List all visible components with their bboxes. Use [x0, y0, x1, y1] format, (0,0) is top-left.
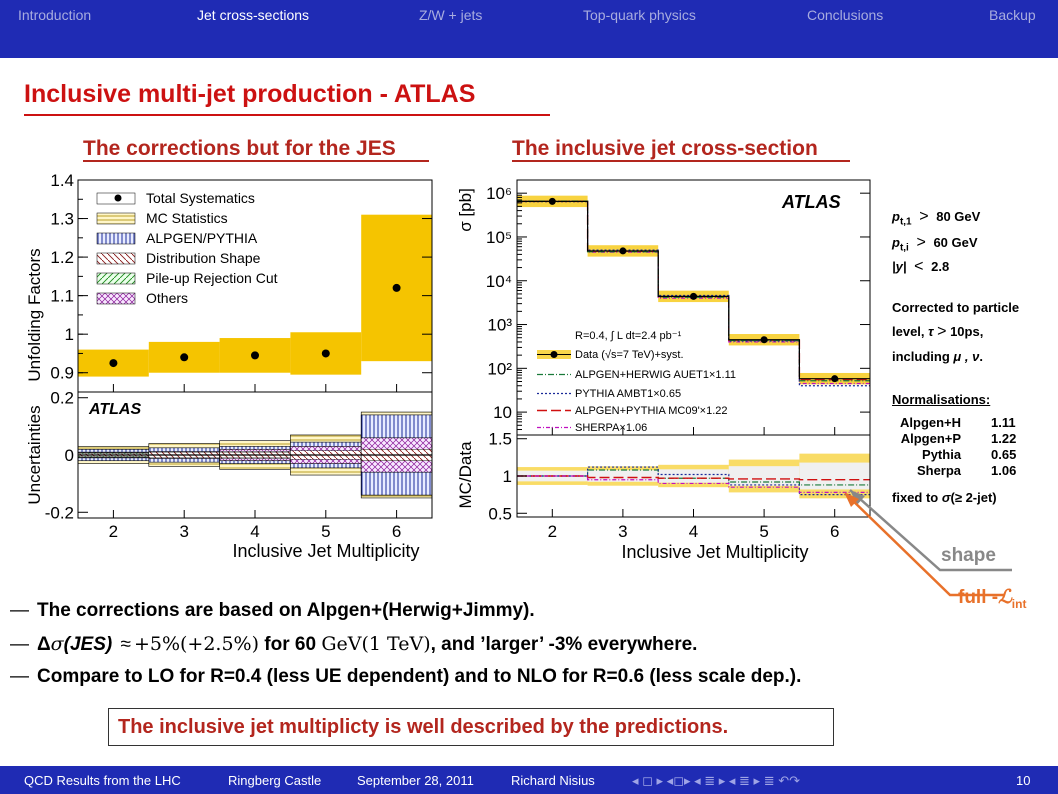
right-chart	[455, 170, 890, 565]
cut-pt1-rel: >	[919, 208, 929, 225]
x-tick-label: 3	[179, 522, 189, 541]
data-point	[619, 247, 626, 254]
data-point	[761, 336, 768, 343]
footer-venue: Ringberg Castle	[228, 773, 322, 788]
shape-annotation: shape	[941, 545, 996, 566]
legend-marker-data	[551, 351, 558, 358]
cut-pti-val: 60 GeV	[933, 235, 978, 250]
nav-item-zw-jets[interactable]: Z/W + jets	[419, 7, 483, 23]
bullet-2	[10, 633, 697, 656]
left-atlas-label: ATLAS	[89, 401, 142, 418]
left-lower-ylabel: Uncertainties	[25, 405, 44, 505]
legend-label-sherpa: SHERPA×1.06	[575, 422, 648, 434]
y-tick-label: 0	[64, 446, 74, 465]
data-point	[251, 351, 259, 359]
y-tick-label: 10⁵	[486, 227, 512, 247]
corrected-line-2-pre: level,	[892, 324, 925, 339]
data-point	[180, 353, 188, 361]
table-row	[900, 463, 1016, 479]
corrected-line-3	[892, 349, 983, 364]
norm-value: 1.22	[991, 431, 1017, 446]
corrected-line-2-tau: τ	[928, 324, 934, 339]
legend-label-pythia: PYTHIA AMBT1×0.65	[575, 388, 682, 400]
x-tick-label: 4	[688, 522, 699, 541]
y-tick-label: 0.5	[488, 504, 512, 524]
x-tick-label: 5	[321, 522, 331, 541]
cut-y-rel: <	[914, 258, 924, 275]
x-tick-label: 6	[829, 522, 840, 541]
left-chart	[0, 170, 450, 565]
y-tick-label: 1.3	[50, 209, 74, 229]
y-tick-label: 1	[64, 325, 74, 345]
bullet-2-post: , and ’larger’ -3% everywhere.	[430, 634, 698, 655]
data-point	[549, 198, 556, 205]
norm-value: 1.11	[991, 415, 1016, 430]
fixed-to-sigma: σ	[941, 490, 951, 505]
nav-item-conclusions[interactable]: Conclusions	[807, 7, 884, 23]
fixed-to-post: (≥ 2-jet)	[950, 490, 997, 505]
x-tick-label: 2	[108, 522, 119, 541]
legend-marker-total-systematics	[115, 195, 122, 202]
full-annotation	[958, 586, 1026, 611]
corrected-line-3-sym: μ , ν	[953, 349, 980, 364]
norm-value: 1.06	[991, 463, 1017, 478]
bullet-3	[10, 666, 801, 688]
right-panel-heading: The inclusive jet cross-section	[512, 137, 818, 160]
legend-label-mc-statistics: MC Statistics	[146, 210, 228, 226]
footer-bar	[0, 766, 1058, 794]
legend-label-alpgen-pythia-mc09: ALPGEN+PYTHIA MC09'×1.22	[575, 405, 728, 417]
y-tick-label: 10⁴	[485, 271, 512, 291]
ratio-stat-band	[729, 466, 800, 486]
right-atlas-label: ATLAS	[782, 192, 841, 212]
y-tick-label: 1.1	[50, 286, 74, 306]
normalisations-heading: Normalisations:	[892, 392, 991, 407]
beamer-navigation-icons[interactable]: ◂ ◻ ▸ ◂◻▸ ◂ ≣ ▸ ◂ ≣ ▸ ≣ ↶↷	[632, 773, 800, 788]
full-annotation-L: ℒ	[998, 586, 1012, 608]
right-upper-ylabel: σ [pb]	[456, 188, 475, 232]
y-tick-label: 0.2	[50, 388, 74, 408]
bullet-2-jes: (JES)	[63, 634, 113, 655]
norm-value: 0.65	[991, 447, 1017, 462]
norm-name: Sherpa	[916, 463, 962, 478]
table-row	[900, 431, 1016, 447]
norm-name: Pythia	[922, 447, 962, 462]
title-underline	[24, 114, 550, 116]
x-tick-label: 6	[391, 522, 402, 541]
footer-page-number: 10	[1016, 773, 1031, 788]
legend-label-alpgen-herwig: ALPGEN+HERWIG AUET1×1.11	[575, 369, 736, 381]
y-tick-label: 10³	[487, 315, 512, 335]
bullet-1-text: The corrections are based on Alpgen+(Herwig+Jimmy).	[37, 600, 535, 621]
nav-item-backup[interactable]: Backup	[989, 7, 1036, 23]
bullet-1	[10, 600, 535, 622]
legend-swatch-distribution-shape	[97, 253, 135, 264]
y-tick-label: 1.2	[50, 248, 74, 268]
x-tick-label: 3	[618, 522, 628, 541]
footer-talk-title: QCD Results from the LHC	[24, 773, 181, 788]
bullet-2-pct: +5%(+2.5%)	[133, 633, 260, 655]
top-navigation-bar	[0, 0, 1058, 58]
slide-title: Inclusive multi-jet production - ATLAS	[24, 80, 476, 108]
corrected-line-2	[892, 323, 983, 341]
table-row	[900, 415, 1016, 431]
corrected-line-2-val: 10ps,	[950, 324, 984, 339]
full-annotation-sub: int	[1011, 596, 1027, 611]
left-legend	[97, 190, 278, 306]
data-point	[109, 359, 117, 367]
footer-date: September 28, 2011	[357, 773, 474, 788]
corrected-line-3-pre: including	[892, 349, 950, 364]
nav-item-top-quark-physics[interactable]: Top-quark physics	[583, 7, 696, 23]
data-point	[322, 349, 330, 357]
full-annotation-text: full -	[958, 587, 999, 608]
norm-name: Alpgen+P	[900, 431, 962, 446]
y-tick-label: 0.9	[50, 363, 74, 383]
legend-label-others: Others	[146, 290, 189, 306]
table-row	[900, 447, 1016, 463]
footer-author: Richard Nisius	[511, 773, 595, 788]
legend-label-distribution-shape: Distribution Shape	[146, 250, 261, 266]
legend-swatch-pileup	[97, 273, 135, 284]
legend-swatch-mc-statistics	[97, 213, 135, 224]
bullet-2-gev: GeV	[321, 633, 362, 655]
cut-pt1-sub: t,1	[899, 216, 912, 228]
cut-pti-symbol: p	[892, 235, 900, 250]
bullet-2-delta: Δ	[37, 634, 51, 655]
left-panel-heading: The corrections but for the JES	[83, 137, 396, 160]
data-point	[690, 293, 697, 300]
y-tick-label: 10	[493, 403, 512, 423]
legend-label-data: Data (√s=7 TeV)+syst.	[575, 349, 684, 361]
x-tick-label: 4	[250, 522, 260, 541]
y-tick-label: 10²	[487, 359, 512, 379]
cut-pti-sub: t,i	[899, 242, 909, 254]
bullet-2-sigma: σ	[50, 633, 64, 655]
cut-y-symbol: |y|	[892, 259, 907, 274]
x-tick-label: 2	[547, 522, 558, 541]
legend-label-pileup: Pile-up Rejection Cut	[146, 270, 278, 286]
legend-swatch-others	[97, 293, 135, 304]
fixed-to-pre: fixed to	[892, 490, 939, 505]
x-tick-label: 5	[759, 522, 769, 541]
right-legend	[537, 330, 736, 434]
cut-pt1-symbol: p	[892, 209, 900, 224]
nav-item-introduction[interactable]: Introduction	[18, 7, 92, 23]
y-tick-label: -0.2	[44, 503, 74, 523]
cut-y-val: 2.8	[931, 259, 950, 274]
bullet-dash: —	[10, 600, 29, 621]
bullet-2-approx: ≈	[120, 634, 131, 655]
bullet-3-text: Compare to LO for R=0.4 (less UE dependent) and to NLO for R=0.6 (less scale dep.).	[37, 666, 802, 687]
right-heading-underline	[512, 160, 850, 162]
nav-item-jet-cross-sections[interactable]: Jet cross-sections	[197, 7, 310, 23]
left-heading-underline	[83, 160, 429, 162]
y-tick-label: 1.5	[488, 429, 512, 449]
plot-frame	[517, 180, 870, 435]
left-upper-ylabel: Unfolding Factors	[25, 248, 44, 382]
ratio-stat-band	[658, 469, 729, 482]
y-tick-label: 1.4	[50, 171, 74, 190]
right-lower-ylabel: MC/Data	[456, 441, 475, 509]
corrected-line-2-rel: >	[937, 323, 947, 340]
legend-swatch-alpgen-pythia	[97, 233, 135, 244]
cut-pt1	[892, 208, 980, 228]
data-point	[831, 375, 838, 382]
cut-pt1-val: 80 GeV	[936, 209, 981, 224]
normalisations-table	[900, 415, 1016, 479]
legend-label-total-systematics: Total Systematics	[146, 190, 255, 206]
bullet-2-mid: for 60	[259, 634, 322, 655]
cut-y	[892, 258, 949, 276]
bullet-2-tev: (1 TeV)	[361, 633, 431, 655]
data-point	[393, 284, 401, 292]
bullet-dash: —	[10, 634, 29, 655]
right-xlabel: Inclusive Jet Multiplicity	[621, 542, 809, 562]
right-lower-plot	[488, 430, 870, 541]
norm-name: Alpgen+H	[900, 415, 962, 430]
cut-pti-rel: >	[916, 234, 926, 251]
left-xlabel: Inclusive Jet Multiplicity	[232, 541, 420, 561]
bullet-dash: —	[10, 666, 29, 687]
right-legend-header: R=0.4, ∫ L dt=2.4 pb⁻¹	[575, 330, 682, 342]
conclusion-text: The inclusive jet multiplicty is well described by the predictions.	[118, 716, 729, 738]
legend-label-alpgen-pythia: ALPGEN/PYTHIA	[146, 230, 258, 246]
corrected-line-1: Corrected to particle	[892, 300, 1020, 315]
y-tick-label: 1	[502, 467, 512, 486]
corrected-line-3-post: .	[979, 349, 983, 364]
cut-pti	[892, 234, 978, 254]
y-tick-label: 10⁶	[486, 184, 512, 204]
